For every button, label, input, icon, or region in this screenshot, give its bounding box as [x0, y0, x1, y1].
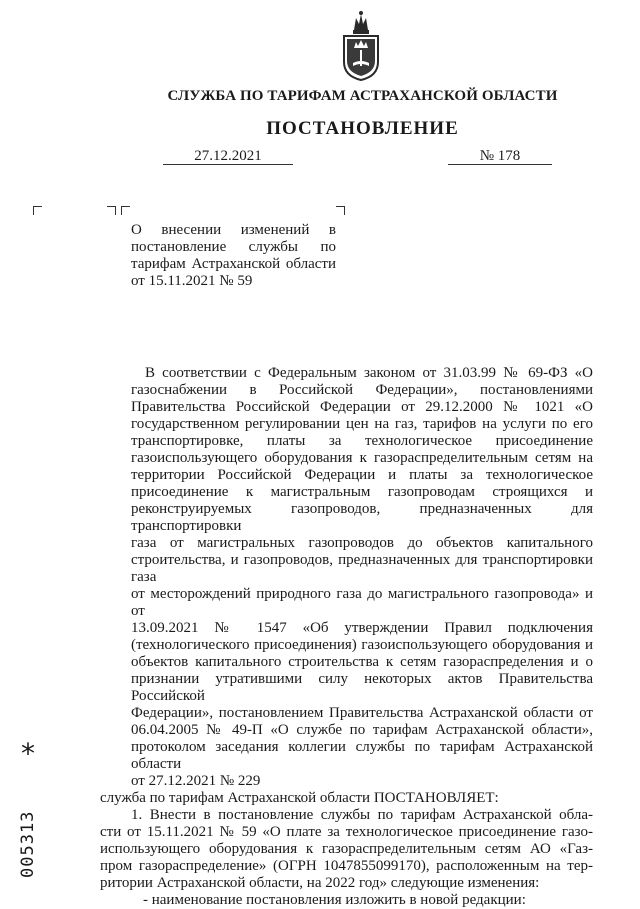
- decree-line: служба по тарифам Астраханской области ПОСТАНОВЛЯЕТ:: [100, 790, 499, 806]
- organization-name: СЛУЖБА ПО ТАРИФАМ АСТРАХАНСКОЙ ОБЛАСТИ: [167, 88, 558, 104]
- subject-line: О внесении изменений в: [131, 222, 336, 238]
- text-line: Правительства Российской Федерации от 29.12.2000 № 1021 «О: [131, 399, 593, 415]
- subject-line: от 15.11.2021 № 59: [131, 273, 253, 289]
- margin-serial-code: [18, 790, 38, 880]
- bracket-corner-mark: [33, 206, 42, 215]
- text-line: государственном регулировании цен на газ, тарифов на услуги по его: [131, 416, 593, 432]
- text-line: признании утратившими силу некоторых актов Правительства Российской: [131, 671, 593, 704]
- text-line: Федерации», постановлением Правительства Астраханской области от: [131, 705, 593, 721]
- text-line: газоиспользующего оборудования к газораспределительным сетям на: [131, 450, 593, 466]
- document-subject: [131, 222, 336, 290]
- text-line: газа от магистральных газопроводов до объектов капитального: [131, 535, 593, 551]
- text-line: от 27.12.2021 № 229: [131, 773, 261, 789]
- text-line: от месторождений природного газа до магистрального газопровода» и от: [131, 586, 593, 619]
- margin-mark: *: [21, 737, 35, 770]
- document-date: 27.12.2021: [163, 148, 293, 165]
- subject-line: тарифам Астраханской области: [131, 256, 336, 272]
- bracket-corner-mark: [107, 206, 116, 215]
- text-line: 06.04.2005 № 49-П «О службе по тарифам Астраханской области»,: [131, 722, 593, 738]
- item-1-paragraph: [100, 807, 593, 892]
- text-line: строительства, и газопроводов, предназначенных для транспортировки газа: [131, 552, 593, 585]
- text-line: газоснабжении в Российской Федерации», постановлениями: [131, 382, 593, 398]
- bullet-line: - наименование постановления изложить в новой редакции:: [143, 892, 526, 908]
- preamble-paragraph: [131, 365, 593, 790]
- text-line: объектов капитального строительства к сетям газораспределения и о: [131, 654, 593, 670]
- subject-line: постановление службы по: [131, 239, 336, 255]
- text-line: транспортировке, платы за технологическое присоединение: [131, 433, 593, 449]
- text-line: 1. Внести в постановление службы по тарифам Астраханской обла-: [131, 807, 593, 823]
- text-line: 13.09.2021 № 1547 «Об утверждении Правил подключения: [131, 620, 593, 636]
- document-number: № 178: [448, 148, 552, 165]
- text-line: территории Российской Федерации и платы за технологическое: [131, 467, 593, 483]
- text-line: В соответствии с Федеральным законом от 31.03.99 № 69-ФЗ «О: [145, 365, 593, 381]
- text-line: ритории Астраханской области, на 2022 год» следующие изменения:: [100, 875, 540, 891]
- text-line: сти от 15.11.2021 № 59 «О плате за технологическое присоединение газо-: [100, 824, 593, 840]
- text-line: использующего оборудования к газораспределительным сетям АО «Газ-: [100, 841, 593, 857]
- text-line: пром газораспределение» (ОГРН 1047855099170), расположенным на тер-: [100, 858, 593, 874]
- text-line: (технологического присоединения) газоиспользующего оборудования и: [131, 637, 593, 653]
- bracket-corner-mark: [121, 206, 130, 215]
- document-body: [100, 365, 593, 909]
- text-line: присоединение к магистральным газопроводам строящихся и: [131, 484, 593, 500]
- serial-code-text: 005313: [18, 810, 38, 878]
- document-type: ПОСТАНОВЛЕНИЕ: [266, 118, 459, 139]
- coat-of-arms-emblem: [336, 10, 386, 84]
- text-line: протоколом заседания коллегии службы по тарифам Астраханской области: [131, 739, 593, 772]
- bracket-corner-mark: [336, 206, 345, 215]
- text-line: реконструируемых газопроводов, предназначенных для транспортировки: [131, 501, 593, 534]
